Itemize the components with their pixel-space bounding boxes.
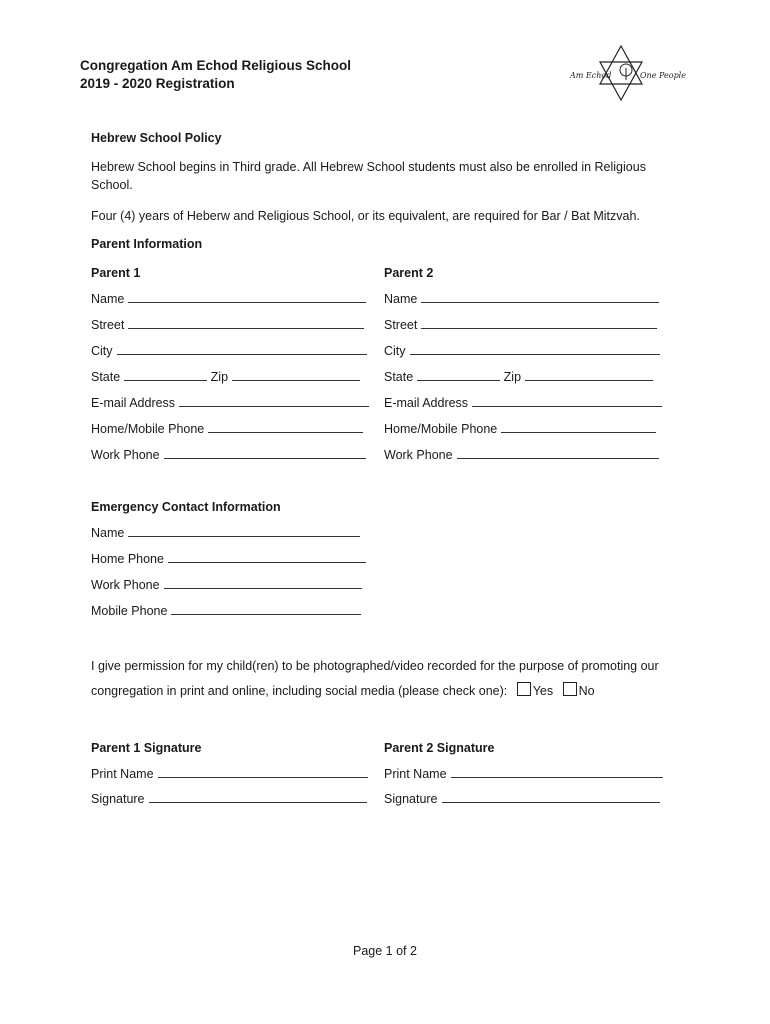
emergency-work-phone-field[interactable]: Work Phone	[91, 578, 362, 592]
form-subtitle: 2019 - 2020 Registration	[80, 76, 235, 91]
logo-right-text: One People	[640, 71, 686, 80]
parent2-work-phone-field[interactable]: Work Phone	[384, 448, 659, 462]
permission-yes-checkbox[interactable]	[517, 682, 531, 696]
parent2-street-field[interactable]: Street	[384, 318, 657, 332]
parent2-heading: Parent 2	[384, 266, 434, 280]
congregation-logo	[560, 42, 686, 104]
parent-info-heading: Parent Information	[91, 237, 203, 251]
permission-no-label: No	[578, 684, 595, 698]
permission-yes-label: Yes	[532, 684, 554, 698]
parent2-home-phone-field[interactable]: Home/Mobile Phone	[384, 422, 656, 436]
parent2-name-field[interactable]: Name	[384, 292, 659, 306]
star-of-david-icon	[560, 42, 686, 104]
policy-text-line2: School.	[91, 178, 133, 192]
policy-heading: Hebrew School Policy	[91, 131, 222, 145]
parent1-work-phone-field[interactable]: Work Phone	[91, 448, 366, 462]
emergency-name-field[interactable]: Name	[91, 526, 360, 540]
form-title: Congregation Am Echod Religious School	[80, 58, 352, 73]
parent1-email-field[interactable]: E-mail Address	[91, 396, 369, 410]
parent1-state-zip-field[interactable]: State Zip	[91, 370, 360, 384]
parent1-print-name-field[interactable]: Print Name	[91, 767, 368, 781]
emergency-heading: Emergency Contact Information	[91, 500, 281, 514]
logo-left-text: Am Echod	[570, 71, 612, 80]
parent2-signature-field[interactable]: Signature	[384, 792, 660, 806]
parent1-street-field[interactable]: Street	[91, 318, 364, 332]
policy-text-line1: Hebrew School begins in Third grade. All Hebrew School students must also be enrolled in Religious	[91, 160, 646, 174]
parent2-print-name-field[interactable]: Print Name	[384, 767, 663, 781]
parent2-signature-heading: Parent 2 Signature	[384, 741, 495, 755]
parent1-heading: Parent 1	[91, 266, 141, 280]
emergency-home-phone-field[interactable]: Home Phone	[91, 552, 366, 566]
parent2-email-field[interactable]: E-mail Address	[384, 396, 662, 410]
parent1-signature-heading: Parent 1 Signature	[91, 741, 202, 755]
policy-text-para2: Four (4) years of Heberw and Religious School, or its equivalent, are required for Bar / Bat Mitzvah.	[91, 209, 640, 223]
parent2-state-zip-field[interactable]: State Zip	[384, 370, 653, 384]
parent2-city-field[interactable]: City	[384, 344, 660, 358]
permission-text-line1: I give permission for my child(ren) to be photographed/video recorded for the purpose of promoting our	[91, 659, 659, 673]
emergency-mobile-phone-field[interactable]: Mobile Phone	[91, 604, 361, 618]
permission-no-checkbox[interactable]	[563, 682, 577, 696]
page-number: Page 1 of 2	[353, 944, 417, 958]
parent1-name-field[interactable]: Name	[91, 292, 366, 306]
parent1-signature-field[interactable]: Signature	[91, 792, 367, 806]
parent1-city-field[interactable]: City	[91, 344, 367, 358]
parent1-home-phone-field[interactable]: Home/Mobile Phone	[91, 422, 363, 436]
permission-text-line2: congregation in print and online, including social media (please check one): Yes No	[91, 684, 595, 698]
